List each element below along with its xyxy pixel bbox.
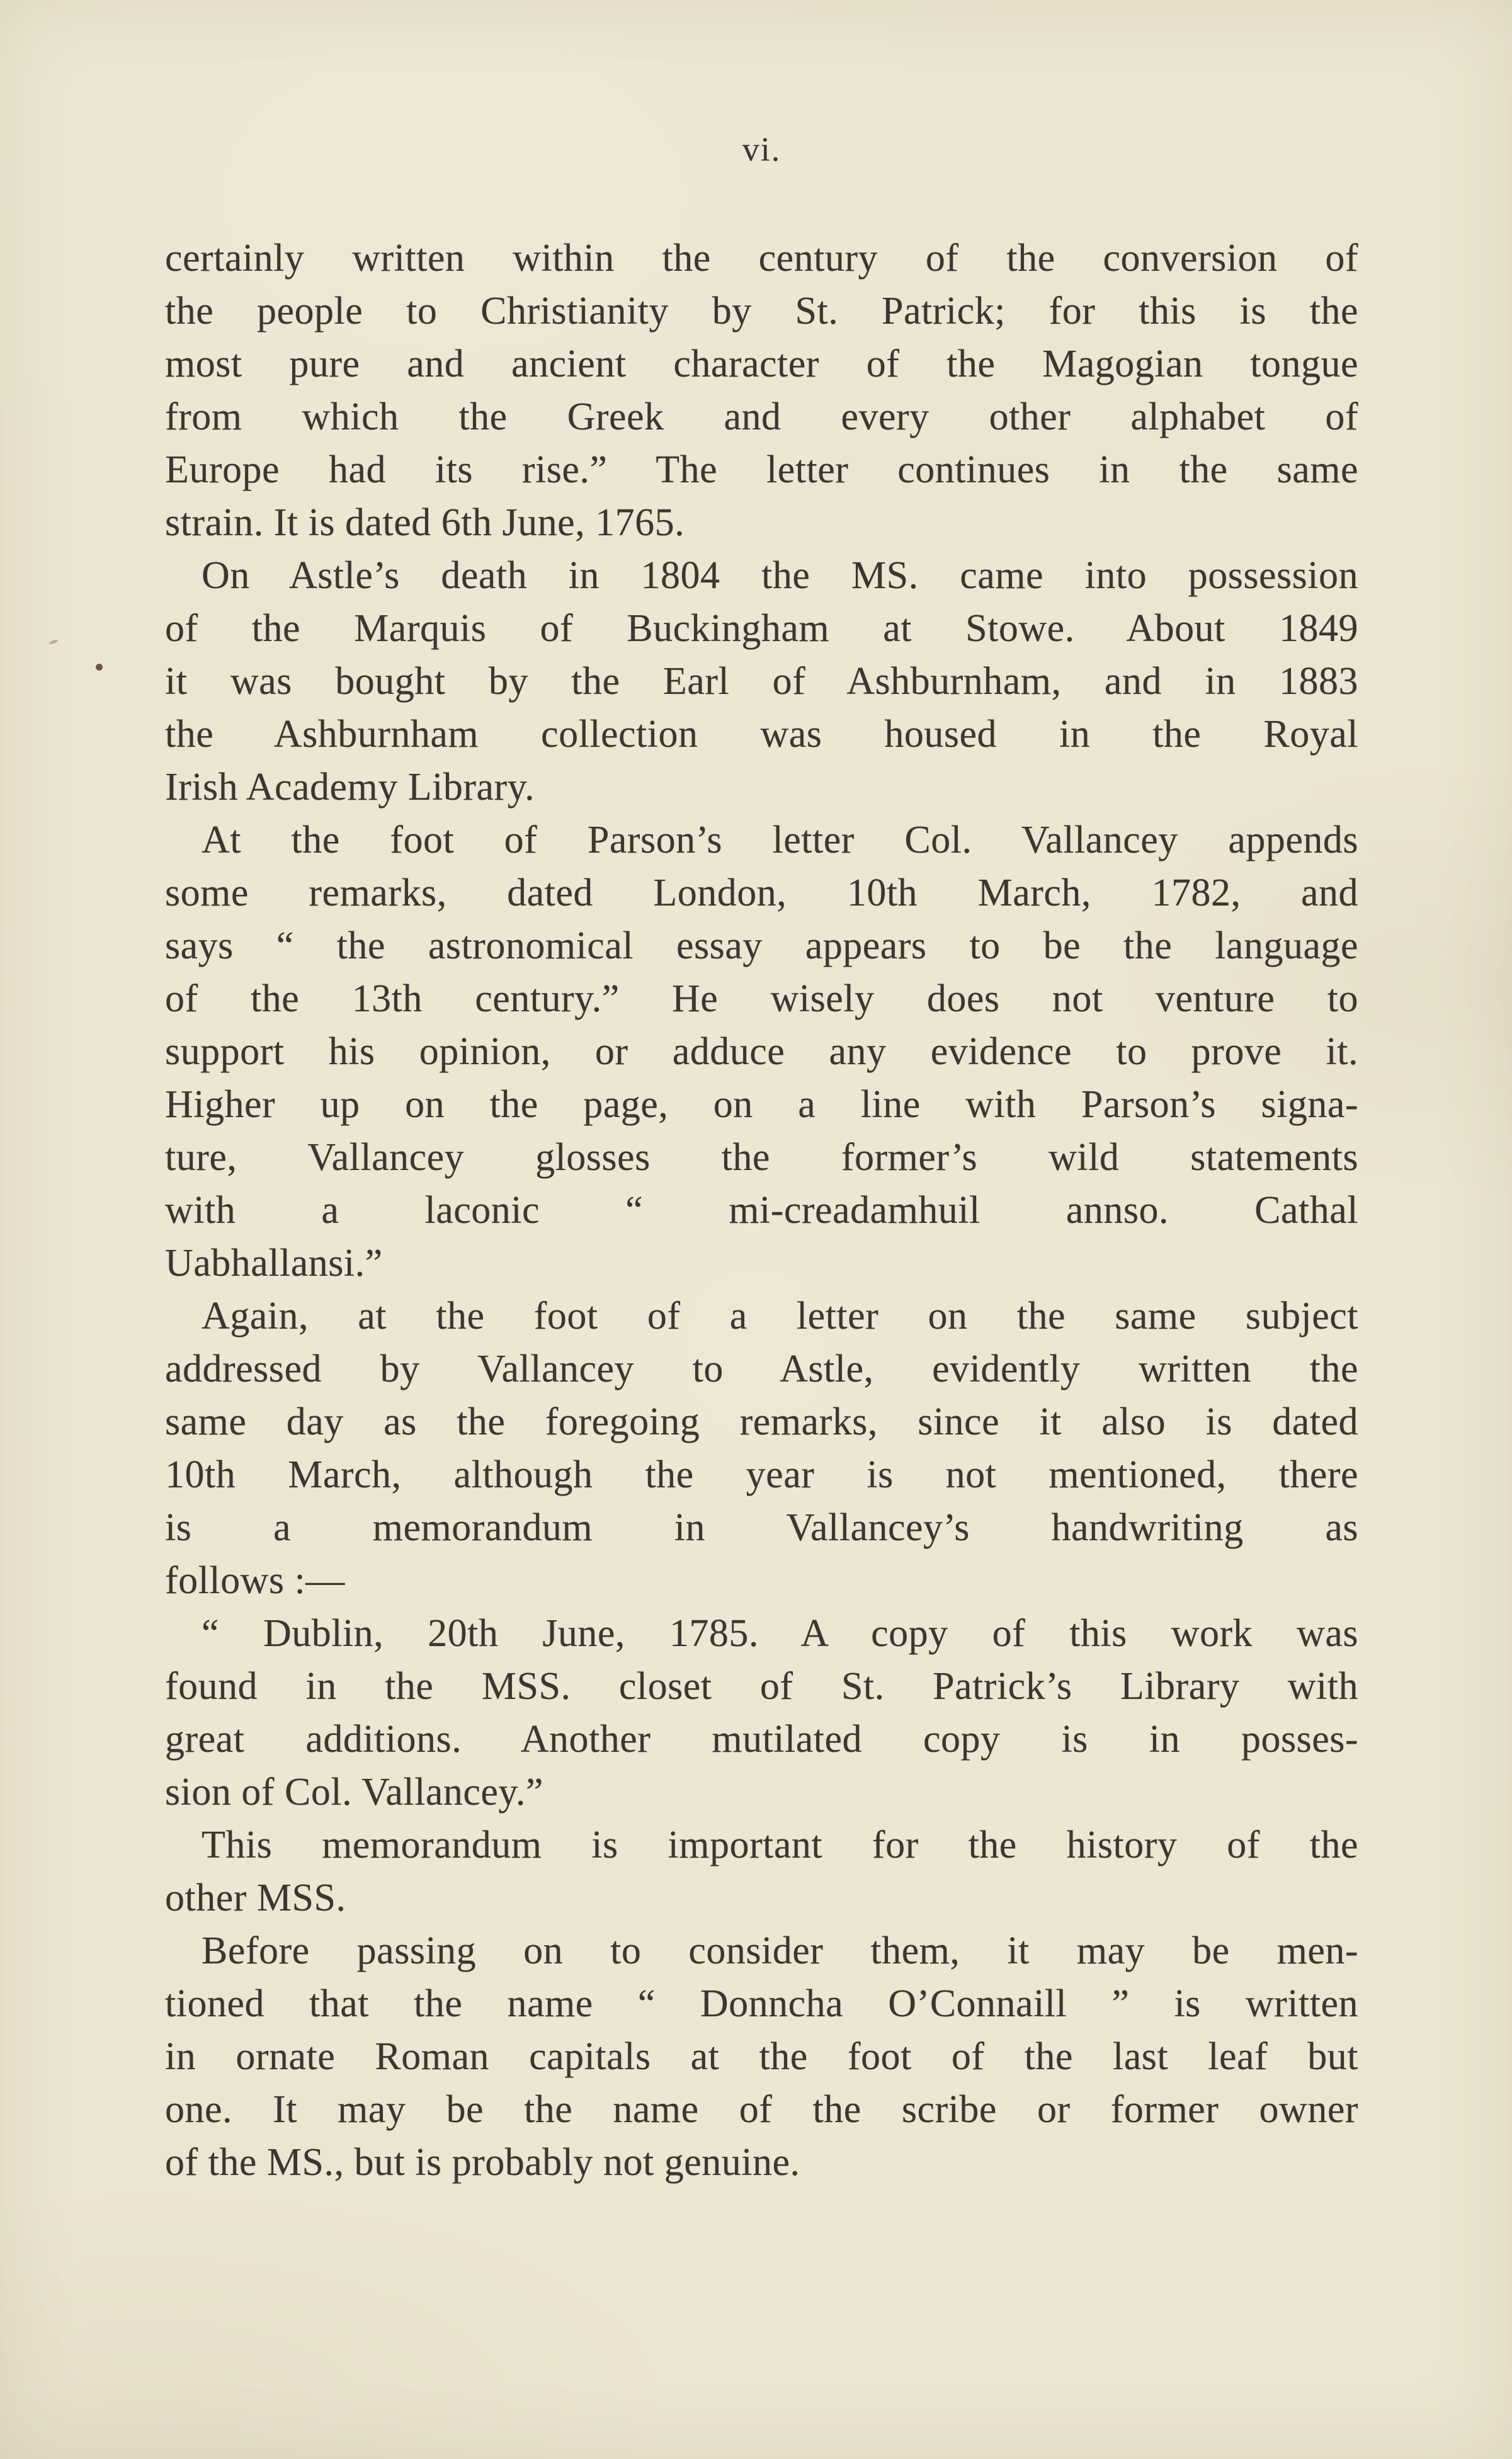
text-line: At the foot of Parson’s letter Col. Vallancey appends — [202, 819, 1358, 861]
paper-blemish — [49, 639, 59, 645]
text-line: Uabhallansi.” — [165, 1242, 383, 1285]
text-line: “ Dublin, 20th June, 1785. A copy of this work was — [202, 1612, 1358, 1655]
page-number: vi. — [742, 130, 782, 168]
text-line: This memorandum is important for the history of the — [202, 1824, 1358, 1866]
text-line: with a laconic “ mi-creadamhuil annso. Cathal — [165, 1189, 1358, 1232]
text-line: addressed by Vallancey to Astle, evidently written the — [165, 1348, 1358, 1390]
text-line: support his opinion, or adduce any evidence to prove it. — [165, 1030, 1358, 1073]
text-line: some remarks, dated London, 10th March, 1782, and — [165, 872, 1358, 914]
text-line: says “ the astronomical essay appears to be the language — [165, 924, 1358, 967]
text-line: the people to Christianity by St. Patrick; for this is the — [165, 290, 1358, 332]
text-line: follows :— — [165, 1559, 345, 1602]
text-line: On Astle’s death in 1804 the MS. came into possession — [202, 554, 1358, 597]
text-line: of the Marquis of Buckingham at Stowe. About 1849 — [165, 607, 1358, 650]
text-line: found in the MSS. closet of St. Patrick’s Library with — [165, 1665, 1358, 1708]
ink-speck — [96, 664, 103, 671]
text-line: of the MS., but is probably not genuine. — [165, 2141, 800, 2184]
text-line: great additions. Another mutilated copy is in posses- — [165, 1718, 1358, 1761]
text-line: other MSS. — [165, 1877, 346, 1919]
text-block — [165, 232, 1358, 2189]
text-line: same day as the foregoing remarks, since it also is dated — [165, 1400, 1358, 1443]
text-line: in ornate Roman capitals at the foot of the last leaf but — [165, 2035, 1358, 2078]
text-line: the Ashburnham collection was housed in the Royal — [165, 713, 1358, 756]
text-line: Before passing on to consider them, it may be men- — [202, 1929, 1358, 1972]
text-line: Irish Academy Library. — [165, 766, 535, 809]
text-line: 10th March, although the year is not mentioned, there — [165, 1453, 1358, 1496]
text-line: ture, Vallancey glosses the former’s wild statements — [165, 1136, 1358, 1179]
text-line: one. It may be the name of the scribe or former owner — [165, 2088, 1358, 2131]
text-line: sion of Col. Vallancey.” — [165, 1771, 543, 1814]
text-line: tioned that the name “ Donncha O’Connaill ” is written — [165, 1982, 1358, 2025]
text-line: most pure and ancient character of the Magogian tongue — [165, 343, 1358, 385]
text-line: is a memorandum in Vallancey’s handwriting as — [165, 1506, 1358, 1549]
text-line: strain. It is dated 6th June, 1765. — [165, 501, 685, 544]
text-line: Again, at the foot of a letter on the same subject — [202, 1295, 1358, 1337]
text-line: from which the Greek and every other alphabet of — [165, 395, 1358, 438]
text-line: Higher up on the page, on a line with Parson’s signa- — [165, 1083, 1358, 1126]
text-line: Europe had its rise.” The letter continues in the same — [165, 448, 1358, 491]
text-line: of the 13th century.” He wisely does not venture to — [165, 977, 1358, 1020]
text-line: it was bought by the Earl of Ashburnham, and in 1883 — [165, 660, 1358, 703]
text-line: certainly written within the century of the conversion of — [165, 237, 1358, 280]
